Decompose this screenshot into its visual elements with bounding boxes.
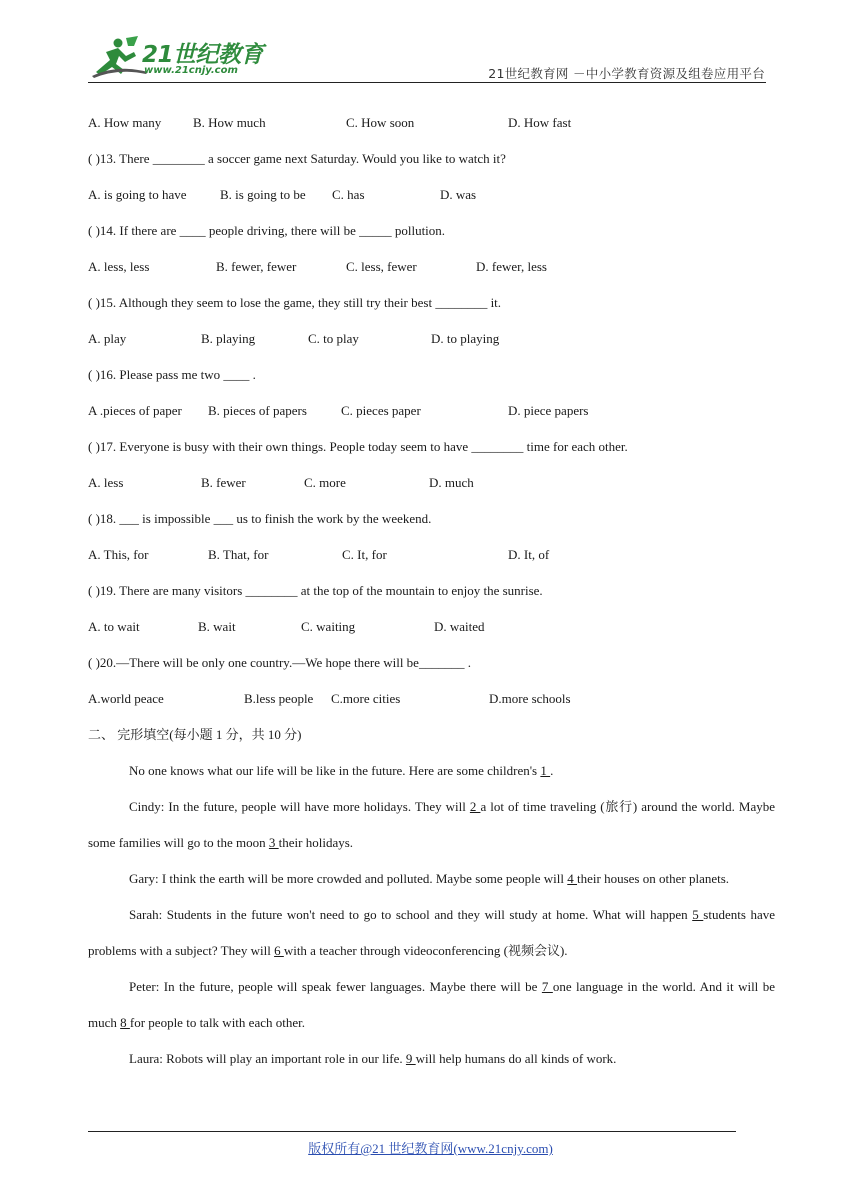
header-divider bbox=[88, 82, 766, 83]
answer-options bbox=[88, 186, 775, 222]
option-a: A. This, for bbox=[88, 547, 149, 562]
passage-paragraph: Laura: Robots will play an important role in our life. 9 will help humans do all kinds of work. bbox=[129, 1051, 617, 1066]
cloze-blank: 4 bbox=[567, 871, 578, 886]
section-title: 二、 完形填空(每小题 1 分，共 10 分) bbox=[88, 727, 302, 742]
option-b: B. That, for bbox=[208, 547, 269, 562]
passage-paragraph: Peter: In the future, people will speak fewer languages. Maybe there will be 7 one language in the world. And it will be much 8 for people to talk with each other. bbox=[88, 979, 776, 1030]
question-text: ( )20.—There will be only one country.—We hope there will be_______ . bbox=[88, 655, 471, 670]
cloze-blank: 6 bbox=[274, 943, 284, 958]
cloze-blank: 2 bbox=[469, 799, 481, 814]
answer-options bbox=[88, 546, 775, 582]
cloze-blank: 9 bbox=[405, 1051, 416, 1066]
option-a: A. is going to have bbox=[88, 187, 187, 202]
option-d: D. was bbox=[440, 187, 477, 202]
question-text: ( )17. Everyone is busy with their own things. People today seem to have ________ time for each other. bbox=[88, 439, 628, 454]
option-d: D. much bbox=[429, 475, 474, 490]
passage-paragraph: Cindy: In the future, people will have more holidays. They will 2 a lot of time traveling (旅行) around the world. Maybe some families will go to the moon 3 their holidays. bbox=[88, 799, 776, 850]
option-d: D. piece papers bbox=[508, 403, 589, 418]
option-d: D. It, of bbox=[508, 547, 550, 562]
cloze-blank: 7 bbox=[541, 979, 553, 994]
cloze-blank: 3 bbox=[268, 835, 279, 850]
option-b: B. pieces of papers bbox=[208, 403, 307, 418]
option-a: A. to wait bbox=[88, 619, 140, 634]
question-text: ( )16. Please pass me two ____ . bbox=[88, 367, 256, 382]
option-c: C. has bbox=[332, 187, 365, 202]
option-d: D. How fast bbox=[508, 115, 572, 130]
logo-url: www.21cnjy.com bbox=[144, 65, 238, 76]
site-logo bbox=[88, 34, 268, 80]
answer-options bbox=[88, 402, 775, 438]
question-text: ( )14. If there are ____ people driving, there will be _____ pollution. bbox=[88, 223, 446, 238]
option-c: C. How soon bbox=[346, 115, 415, 130]
question-text: ( )15. Although they seem to lose the game, they still try their best ________ it. bbox=[88, 295, 502, 310]
option-d: D. fewer, less bbox=[476, 259, 547, 274]
option-b: B. playing bbox=[201, 331, 256, 346]
logo-text: 21世纪教育 bbox=[142, 42, 264, 68]
option-c: C. It, for bbox=[342, 547, 387, 562]
option-c: C.more cities bbox=[331, 691, 401, 706]
header-tagline: 21世纪教育网 －中小学教育资源及组卷应用平台 bbox=[488, 66, 765, 81]
cloze-blank: 8 bbox=[120, 1015, 130, 1030]
option-a: A. less, less bbox=[88, 259, 150, 274]
option-c: C. to play bbox=[308, 331, 359, 346]
option-d: D.more schools bbox=[489, 691, 571, 706]
option-a: A. less bbox=[88, 475, 124, 490]
option-c: C. more bbox=[304, 475, 346, 490]
option-b: B. How much bbox=[193, 115, 266, 130]
answer-options bbox=[88, 690, 775, 726]
option-b: B. fewer, fewer bbox=[216, 259, 297, 274]
footer-copyright-link[interactable]: 版权所有@21 世纪教育网(www.21cnjy.com) bbox=[308, 1141, 553, 1156]
question-text: ( )19. There are many visitors ________ at the top of the mountain to enjoy the sunrise. bbox=[88, 583, 543, 598]
answer-options bbox=[88, 474, 775, 510]
footer-divider bbox=[88, 1131, 736, 1132]
answer-options bbox=[88, 330, 775, 366]
option-d: D. to playing bbox=[431, 331, 500, 346]
option-c: C. pieces paper bbox=[341, 403, 421, 418]
option-b: B. wait bbox=[198, 619, 236, 634]
option-a: A.world peace bbox=[88, 691, 164, 706]
answer-options bbox=[88, 114, 775, 150]
answer-options bbox=[88, 618, 775, 654]
passage-paragraph: Sarah: Students in the future won't need to go to school and they will study at home. What will happen 5 students have problems with a subject? They will 6 with a teacher through videoconferencing (视频会议). bbox=[88, 907, 776, 958]
document-body bbox=[88, 114, 775, 1086]
option-b: B. fewer bbox=[201, 475, 246, 490]
option-c: C. waiting bbox=[301, 619, 356, 634]
option-a: A. play bbox=[88, 331, 127, 346]
option-a: A. How many bbox=[88, 115, 162, 130]
answer-options bbox=[88, 258, 775, 294]
cloze-blank: 5 bbox=[692, 907, 704, 922]
option-c: C. less, fewer bbox=[346, 259, 417, 274]
question-list bbox=[88, 114, 775, 726]
option-a: A .pieces of paper bbox=[88, 403, 182, 418]
option-b: B.less people bbox=[244, 691, 314, 706]
passage-paragraph: No one knows what our life will be like in the future. Here are some children's 1 . bbox=[129, 763, 554, 778]
question-text: ( )13. There ________ a soccer game next Saturday. Would you like to watch it? bbox=[88, 151, 506, 166]
cloze-blank: 1 bbox=[540, 763, 551, 778]
question-text: ( )18. ___ is impossible ___ us to finish the work by the weekend. bbox=[88, 511, 432, 526]
cloze-passage bbox=[88, 762, 775, 1086]
passage-paragraph: Gary: I think the earth will be more crowded and polluted. Maybe some people will 4 their houses on other planets. bbox=[129, 871, 730, 886]
option-b: B. is going to be bbox=[220, 187, 306, 202]
option-d: D. waited bbox=[434, 619, 485, 634]
